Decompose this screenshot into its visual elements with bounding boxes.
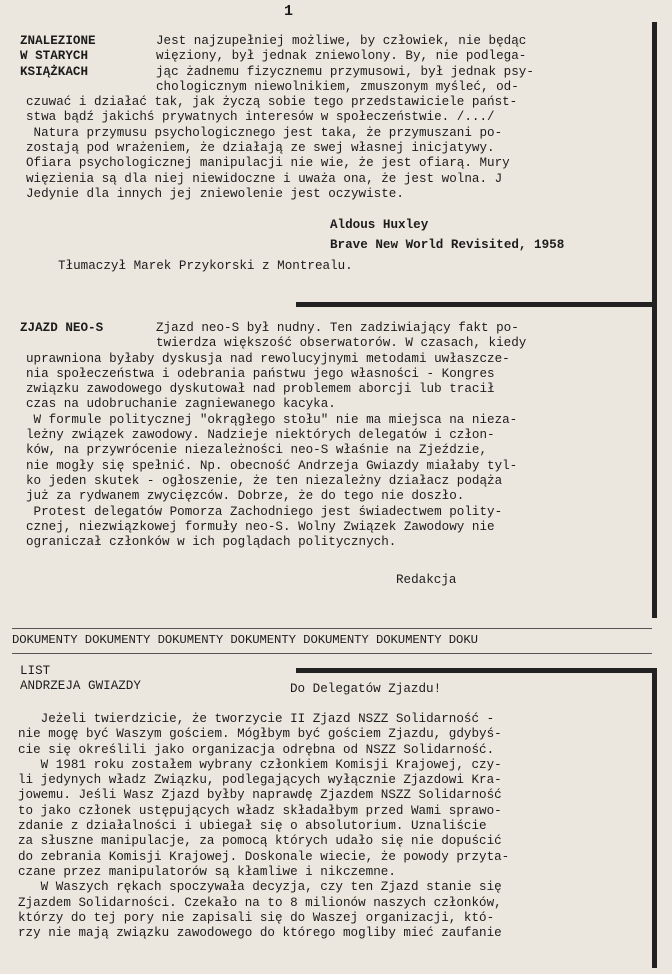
text-line: cznej, niezwiązkowej formuły neo-S. Wolny Związek Zawodowy nie bbox=[26, 519, 495, 534]
text-line: twierdza większość obserwatorów. W czasach, kiedy bbox=[156, 336, 527, 351]
text-line: nie mogły się spełnić. Np. obecność Andrzeja Gwiazdy miałaby tyl- bbox=[26, 458, 518, 473]
quote-source: Brave New World Revisited, 1958 bbox=[330, 238, 565, 252]
text-line: nie mogę być Waszym gościem. Mógłbym być gościem Zjazdu, gdybyś- bbox=[18, 727, 502, 742]
article-text bbox=[26, 34, 652, 202]
text-line: Zjazd neo-S był nudny. Ten zadziwiający fakt po- bbox=[156, 321, 519, 335]
text-line: Jest najzupełniej możliwe, by człowiek, nie będąc bbox=[156, 34, 527, 48]
label-line: ANDRZEJA GWIAZDY bbox=[20, 679, 141, 694]
text-line: W formule politycznej "okrągłego stołu" nie ma miejsca na nieza- bbox=[26, 412, 518, 427]
right-margin-bar bbox=[652, 302, 657, 618]
section-divider-bar bbox=[296, 302, 657, 307]
label-line: W STARYCH bbox=[20, 49, 89, 64]
article-text bbox=[26, 321, 652, 550]
label-line: ZNALEZIONE bbox=[20, 34, 96, 48]
text-line: do zebrania Komisji Krajowej. Doskonale wiecie, że powody przyta- bbox=[18, 849, 510, 864]
text-line: stwa bądź jakichś prywatnych interesów w społeczeństwie. /.../ bbox=[26, 110, 495, 125]
text-line: uprawniona byłaby dyskusja nad rewolucyjnymi metodami uwłaszcze- bbox=[26, 351, 510, 366]
label-line: KSIĄŻKACH bbox=[20, 64, 89, 79]
text-line: W Waszych rękach spoczywała decyzja, czy ten Zjazd stanie się bbox=[18, 880, 502, 895]
translator-note: Tłumaczył Marek Przykorski z Montrealu. bbox=[58, 259, 353, 273]
text-line: Natura przymusu psychologicznego jest taka, że przymuszani po- bbox=[26, 125, 503, 140]
text-line: zdanie z działalności i ubiegał się o absolutorium. Uznaliście bbox=[18, 819, 487, 834]
text-line: leżny związek zawodowy. Nadzieje niektórych delegatów i człon- bbox=[26, 428, 495, 443]
quote-author: Aldous Huxley bbox=[330, 218, 429, 232]
text-line: Zjazdem Solidarności. Czekało na to 8 milionów naszych członków, bbox=[18, 895, 502, 910]
text-line: jąc żadnemu fizycznemu przymusowi, był jednak psy- bbox=[156, 64, 534, 79]
text-line: już za rydwanem zwycięzców. Dobrze, że do tego nie doszło. bbox=[26, 489, 465, 504]
documents-banner: DOKUMENTY DOKUMENTY DOKUMENTY DOKUMENTY DOKUMENTY DOKUMENTY DOKU bbox=[12, 633, 478, 647]
text-line: rzy nie mają związku zawodowego do którego mogliby mieć zaufanie bbox=[18, 926, 502, 941]
text-line: ków, na przywrócenie niezależności neo-S właśnie na Zjeździe, bbox=[26, 443, 488, 458]
editorial-signature: Redakcja bbox=[396, 573, 457, 587]
section-label bbox=[20, 664, 141, 695]
text-line: cie się określili jako organizacja odrębna od NSZZ Solidarność. bbox=[18, 742, 495, 757]
text-line: chologicznym niewolnikiem, zmuszonym myśleć, od- bbox=[156, 79, 519, 94]
text-line: li jedynych władz Związku, podlegających wyłącznie Zjazdowi Kra- bbox=[18, 773, 502, 788]
label-line: LIST bbox=[20, 664, 51, 678]
label-line: ZJAZD NEO-S bbox=[20, 321, 104, 335]
text-line: jowemu. Jeśli Wasz Zjazd byłby naprawdę Zjazdem NSZZ Solidarność bbox=[18, 788, 502, 803]
banner-rule-bottom bbox=[12, 653, 652, 654]
text-line: Jedynie dla innych jej zniewolenie jest oczywiste. bbox=[26, 186, 404, 201]
text-line: W 1981 roku zostałem wybrany członkiem Komisji Krajowej, czy- bbox=[18, 757, 502, 772]
page-number: 1 bbox=[284, 3, 294, 20]
text-line: czuwać i działać tak, jak życzą sobie tego przedstawiciele państ- bbox=[26, 95, 518, 110]
text-line: ograniczał członków w ich poglądach politycznych. bbox=[26, 535, 397, 550]
text-line: Ofiara psychologicznej manipulacji nie wie, że jest ofiarą. Mury bbox=[26, 156, 510, 171]
text-line: ko jeden skutek - ogłoszenie, że ten niezależny działacz podąża bbox=[26, 473, 503, 488]
text-line: związku zawodowego dyskutował nad problemem aborcji lub tracił bbox=[26, 382, 495, 397]
text-line: Protest delegatów Pomorza Zachodniego jest świadectwem polity- bbox=[26, 504, 503, 519]
text-line: czas na udobruchanie zagniewanego kacyka. bbox=[26, 397, 336, 412]
text-line: którzy do tej pory nie zapisali się do Waszej organizacji, któ- bbox=[18, 910, 495, 925]
letter-header-bar bbox=[296, 668, 657, 673]
letter-text bbox=[18, 712, 654, 941]
text-line: to jako członek ustępujących władz składałbym przed Wami sprawo- bbox=[18, 803, 502, 818]
text-line: Jeżeli twierdzicie, że tworzycie II Zjazd NSZZ Solidarność - bbox=[18, 712, 495, 726]
text-line: za słuszne manipulacje, za pomocą których udało się nie dopuścić bbox=[18, 834, 502, 849]
letter-salutation: Do Delegatów Zjazdu! bbox=[290, 682, 442, 696]
text-line: zostają pod wrażeniem, że działają ze swej własnej inicjatywy. bbox=[26, 141, 495, 156]
right-margin-bar bbox=[652, 22, 657, 302]
text-line: czane przez manipulatorów są kłamliwe i nikczemne. bbox=[18, 864, 396, 879]
text-line: więziony, był jednak zniewolony. By, nie podlega- bbox=[156, 49, 527, 64]
text-line: nia społeczeństwa i odebrania państwu jego własności - Kongres bbox=[26, 366, 495, 381]
text-line: więzienia są dla niej niewidoczne i uważa ona, że jest wolna. J bbox=[26, 171, 503, 186]
banner-rule-top bbox=[12, 628, 652, 629]
